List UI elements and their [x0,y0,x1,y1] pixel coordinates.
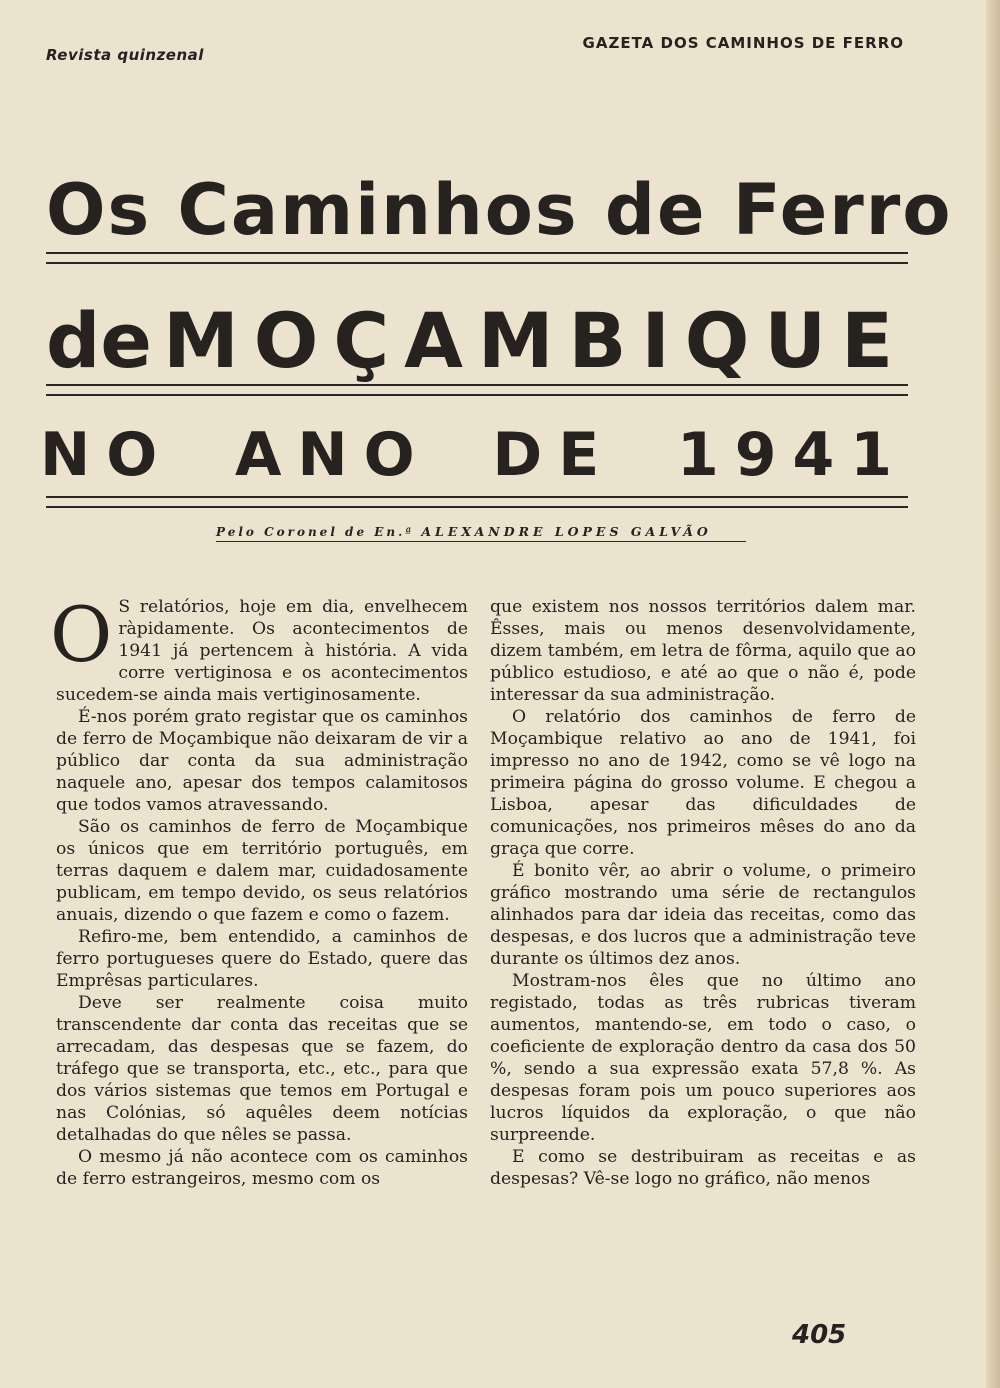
running-header-left: Revista quinzenal [46,46,204,64]
article-paragraph [50,590,468,706]
running-header-right: GAZETA DOS CAMINHOS DE FERRO [582,34,904,52]
title-line-2-main: MOÇAMBIQUE [163,296,908,385]
title-line-1: Os Caminhos de Ferro [46,169,953,251]
byline-author: ALEXANDRE LOPES GALVÃO [421,524,712,539]
title-rule-2 [46,384,908,396]
drop-cap: O [50,590,113,679]
article-paragraph: E como se destribuiram as receitas e as despesas? Vê-se logo no gráfico, não menos [490,1147,916,1189]
page-number: 405 [792,1320,847,1350]
byline-prefix: Pelo Coronel de En.ª [216,525,415,539]
article-paragraph: É bonito vêr, ao abrir o volume, o primeiro gráfico mostrando uma série de rectangulos alinhados para dar ideia das receitas, como das despesas, e dos lucros que a administração teve durante os últimos dez anos. [490,861,916,969]
article-paragraph: Deve ser realmente coisa muito transcendente dar conta das receitas que se arrecadam, das despesas que se fazem, do tráfego que se transporta, etc., etc., para que dos vários sistemas que temos em Portugal e nas Colónias, só aquêles deem notícias detalhadas do que nêles se passa. [56,993,468,1145]
article-paragraph: São os caminhos de ferro de Moçambique os únicos que em território português, em terras daquem e dalem mar, cuidadosamente publicam, em tempo devido, os seus relatórios anuais, dizendo o que fazem e como o fazem. [56,817,468,925]
article-paragraph: Mostram-nos êles que no último ano registado, todas as três rubricas tiveram aumentos, mantendo-se, em todo o caso, o coeficiente de exploração dentro da casa dos 50 %, sendo a sua expressão exata 57,8 %. As despesas foram pois um pouco superiores aos lucros líquidos da exploração, o que não surpreende. [490,971,916,1145]
article-paragraph: É-nos porém grato registar que os caminhos de ferro de Moçambique não deixaram de vir a público dar conta da sua administração naquele ano, apesar dos tempos calamitosos que todos vamos atravessando. [56,707,468,815]
title-line-2 [46,296,908,386]
title-rule-1 [46,252,908,264]
title-line-3 [40,420,908,490]
page-edge-shadow [986,0,1000,1388]
title-line-3-word: ANO [235,420,431,490]
title-line-2-prefix: de [46,296,152,385]
article-paragraph: O mesmo já não acontece com os caminhos de ferro estrangeiros, mesmo com os [56,1147,468,1189]
article-paragraph: O relatório dos caminhos de ferro de Moçambique relativo ao ano de 1941, foi impresso no ano de 1942, como se vê logo na primeira página do grosso volume. E chegou a Lisboa, apesar das dificuldades de comunicações, nos primeiros mêses do ano da graça que corre. [490,707,916,859]
article-paragraph: que existem nos nossos territórios dalem mar. Êsses, mais ou menos desenvolvidamente, dizem também, em letra de fôrma, aquilo que ao público estudioso, e até ao que o não é, pode interessar da sua administração. [490,597,916,705]
article-paragraph-text: S relatórios, hoje em dia, envelhecem ràpidamente. Os acontecimentos de 1941 já pertencem à história. A vida corre vertiginosa e os acontecimentos sucedem-se ainda mais vertiginosamente. [56,597,468,705]
byline [216,524,746,542]
title-rule-3 [46,496,908,508]
article-paragraph: Refiro-me, bem entendido, a caminhos de ferro portugueses quere do Estado, quere das Emprêsas particulares. [56,927,468,991]
title-line-3-word: NO [40,420,174,490]
title-line-3-word: 1941 [676,420,908,490]
article-column-right [490,596,916,1190]
article-column-left [50,590,468,1190]
title-line-3-word: DE [492,420,616,490]
